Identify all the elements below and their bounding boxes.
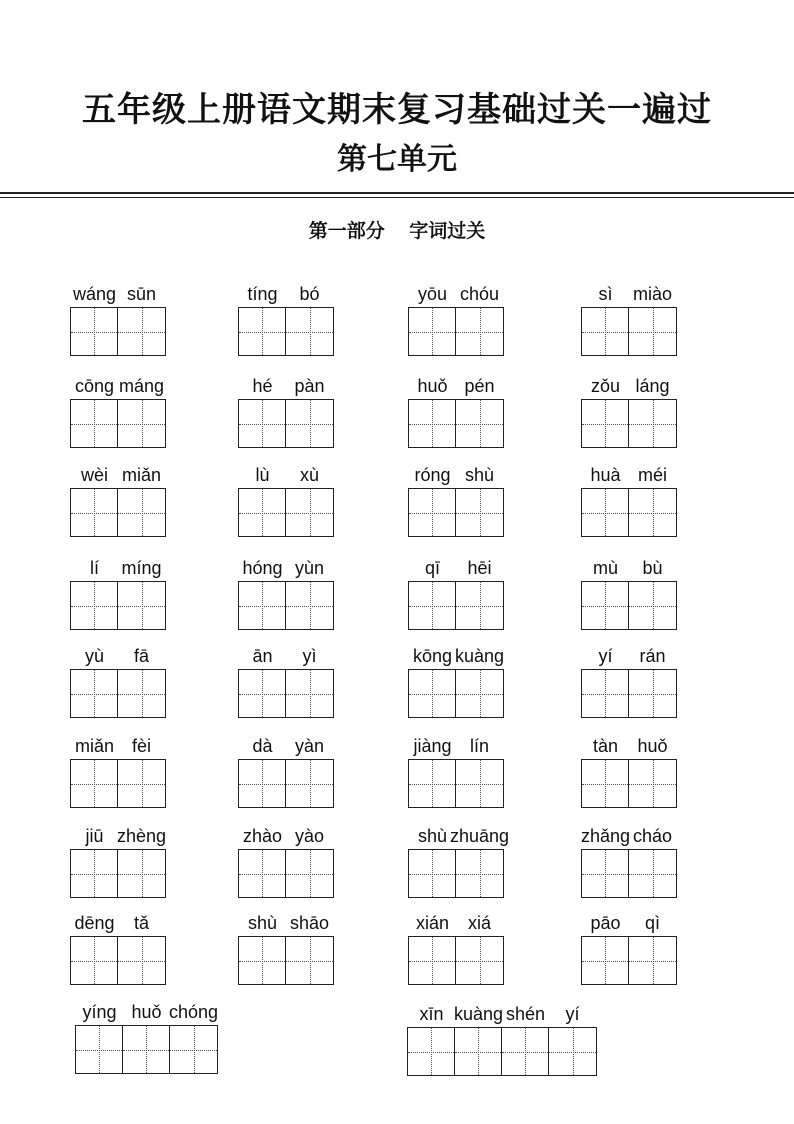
writing-grid — [70, 307, 166, 356]
pinyin-syllable: chóng — [168, 1002, 219, 1022]
pinyin-syllable: wáng — [72, 284, 117, 304]
word-item — [581, 646, 678, 719]
writing-grid — [581, 307, 677, 356]
writing-cell[interactable] — [629, 760, 676, 807]
word-item — [238, 913, 335, 986]
pinyin-syllable: zhǎng — [580, 826, 631, 846]
writing-cell[interactable] — [409, 670, 456, 717]
header-rule-bottom — [0, 197, 794, 198]
writing-cell[interactable] — [409, 308, 456, 355]
pinyin-syllable: méi — [637, 465, 668, 485]
writing-cell[interactable] — [502, 1028, 549, 1075]
pinyin-syllable: sūn — [126, 284, 157, 304]
writing-cell[interactable] — [118, 937, 165, 984]
pinyin-syllable: sì — [598, 284, 613, 304]
pinyin-syllable: yí — [565, 1004, 580, 1024]
writing-grid — [581, 669, 677, 718]
pinyin-syllable: rán — [639, 646, 666, 666]
writing-cell[interactable] — [123, 1026, 170, 1073]
writing-grid — [238, 849, 334, 898]
writing-grid — [408, 581, 504, 630]
word-item — [581, 826, 678, 899]
pinyin-syllable: bó — [299, 284, 320, 304]
writing-cell[interactable] — [408, 1028, 455, 1075]
writing-cell[interactable] — [118, 760, 165, 807]
word-item — [408, 913, 505, 986]
writing-cell[interactable] — [456, 937, 503, 984]
writing-cell[interactable] — [582, 850, 629, 897]
writing-grid — [407, 1027, 597, 1076]
writing-grid — [581, 399, 677, 448]
writing-cell[interactable] — [239, 489, 286, 536]
pinyin-syllable: yù — [84, 646, 105, 666]
writing-cell[interactable] — [286, 937, 333, 984]
word-item — [70, 646, 167, 719]
writing-cell[interactable] — [76, 1026, 123, 1073]
writing-cell[interactable] — [118, 400, 165, 447]
pinyin-syllable: yào — [294, 826, 325, 846]
pinyin-syllable: yíng — [82, 1002, 117, 1022]
pinyin-syllable: fèi — [131, 736, 152, 756]
writing-cell[interactable] — [582, 489, 629, 536]
writing-cell[interactable] — [629, 489, 676, 536]
writing-cell[interactable] — [286, 670, 333, 717]
writing-cell[interactable] — [456, 670, 503, 717]
writing-grid — [238, 669, 334, 718]
writing-cell[interactable] — [286, 760, 333, 807]
writing-cell[interactable] — [118, 850, 165, 897]
writing-cell[interactable] — [409, 400, 456, 447]
writing-grid — [70, 936, 166, 985]
pinyin-syllable: cōng — [74, 376, 115, 396]
writing-grid — [238, 936, 334, 985]
pinyin-syllable: zǒu — [590, 376, 621, 396]
pinyin-syllable: miào — [632, 284, 673, 304]
pinyin-syllable: huà — [590, 465, 621, 485]
writing-cell[interactable] — [118, 489, 165, 536]
writing-grid — [408, 307, 504, 356]
pinyin-syllable: dēng — [74, 913, 115, 933]
word-item — [238, 376, 335, 449]
section-title: 第一部分 字词过关 — [308, 220, 486, 242]
header-rule-top — [0, 192, 794, 194]
writing-cell[interactable] — [71, 670, 118, 717]
pinyin-syllable: kuàng — [453, 1004, 504, 1024]
writing-cell[interactable] — [239, 670, 286, 717]
writing-cell[interactable] — [71, 760, 118, 807]
pinyin-syllable: fā — [133, 646, 150, 666]
pinyin-syllable: miǎn — [121, 465, 162, 485]
pinyin-syllable: bù — [642, 558, 663, 578]
writing-grid — [70, 399, 166, 448]
writing-grid — [581, 488, 677, 537]
pinyin-syllable: huǒ — [637, 736, 668, 756]
writing-cell[interactable] — [118, 308, 165, 355]
word-item — [238, 284, 335, 357]
pinyin-syllable: hé — [252, 376, 273, 396]
writing-cell[interactable] — [582, 400, 629, 447]
word-item — [70, 284, 167, 357]
word-item — [407, 1004, 598, 1077]
writing-grid — [581, 936, 677, 985]
writing-cell[interactable] — [582, 308, 629, 355]
writing-cell[interactable] — [239, 850, 286, 897]
writing-cell[interactable] — [582, 670, 629, 717]
pinyin-syllable: shù — [464, 465, 495, 485]
writing-cell[interactable] — [456, 850, 503, 897]
writing-grid — [581, 759, 677, 808]
pinyin-syllable: pāo — [590, 913, 621, 933]
pinyin-syllable: wèi — [80, 465, 109, 485]
word-item — [581, 558, 678, 631]
writing-cell[interactable] — [629, 308, 676, 355]
word-item — [408, 284, 505, 357]
word-item — [408, 646, 505, 719]
writing-grid — [408, 399, 504, 448]
word-item — [238, 465, 335, 538]
writing-cell[interactable] — [409, 582, 456, 629]
pinyin-syllable: huǒ — [131, 1002, 162, 1022]
writing-grid — [238, 399, 334, 448]
writing-cell[interactable] — [71, 308, 118, 355]
pinyin-syllable: jiàng — [413, 736, 452, 756]
pinyin-syllable: tǎ — [133, 913, 150, 933]
writing-grid — [70, 669, 166, 718]
writing-grid — [408, 849, 504, 898]
word-item — [238, 736, 335, 809]
writing-grid — [238, 488, 334, 537]
pinyin-syllable: láng — [635, 376, 670, 396]
word-item — [581, 465, 678, 538]
word-item — [238, 826, 335, 899]
writing-cell[interactable] — [239, 760, 286, 807]
writing-cell[interactable] — [239, 582, 286, 629]
pinyin-syllable: kuàng — [454, 646, 505, 666]
pinyin-syllable: zhuāng — [449, 826, 510, 846]
pinyin-syllable: róng — [414, 465, 451, 485]
writing-grid — [70, 759, 166, 808]
word-item — [408, 558, 505, 631]
writing-grid — [238, 581, 334, 630]
writing-cell[interactable] — [582, 582, 629, 629]
writing-grid — [581, 849, 677, 898]
writing-cell[interactable] — [71, 582, 118, 629]
pinyin-syllable: qī — [424, 558, 441, 578]
pinyin-syllable: lí — [90, 558, 99, 578]
pinyin-syllable: mù — [592, 558, 619, 578]
writing-cell[interactable] — [549, 1028, 596, 1075]
pinyin-syllable: kōng — [412, 646, 453, 666]
pinyin-syllable: jiū — [85, 826, 104, 846]
pinyin-syllable: miǎn — [74, 736, 115, 756]
pinyin-syllable: shén — [505, 1004, 546, 1024]
pinyin-syllable: zhèng — [116, 826, 167, 846]
pinyin-syllable: qì — [644, 913, 661, 933]
word-item — [70, 465, 167, 538]
writing-cell[interactable] — [286, 400, 333, 447]
unit-subtitle: 第七单元 — [337, 142, 457, 177]
pinyin-syllable: míng — [121, 558, 162, 578]
writing-grid — [238, 759, 334, 808]
word-item — [581, 736, 678, 809]
writing-cell[interactable] — [71, 850, 118, 897]
writing-cell[interactable] — [170, 1026, 217, 1073]
writing-cell[interactable] — [239, 400, 286, 447]
word-item — [238, 558, 335, 631]
word-item — [408, 376, 505, 449]
pinyin-syllable: pén — [464, 376, 495, 396]
writing-cell[interactable] — [239, 937, 286, 984]
writing-cell[interactable] — [629, 670, 676, 717]
writing-cell[interactable] — [455, 1028, 502, 1075]
writing-cell[interactable] — [456, 400, 503, 447]
pinyin-syllable: shù — [417, 826, 448, 846]
word-item — [75, 1002, 219, 1075]
pinyin-syllable: shāo — [289, 913, 330, 933]
writing-cell[interactable] — [629, 937, 676, 984]
writing-grid — [408, 936, 504, 985]
pinyin-syllable: yì — [302, 646, 317, 666]
writing-grid — [408, 488, 504, 537]
writing-grid — [75, 1025, 218, 1074]
pinyin-syllable: xù — [299, 465, 320, 485]
word-item — [70, 558, 167, 631]
pinyin-syllable: shù — [247, 913, 278, 933]
pinyin-syllable: zhào — [242, 826, 283, 846]
pinyin-syllable: cháo — [632, 826, 673, 846]
pinyin-syllable: yàn — [294, 736, 325, 756]
writing-cell[interactable] — [286, 489, 333, 536]
writing-cell[interactable] — [456, 582, 503, 629]
writing-cell[interactable] — [286, 582, 333, 629]
writing-cell[interactable] — [582, 937, 629, 984]
pinyin-syllable: chóu — [459, 284, 500, 304]
writing-cell[interactable] — [409, 937, 456, 984]
pinyin-syllable: tàn — [592, 736, 619, 756]
writing-cell[interactable] — [71, 489, 118, 536]
word-item — [581, 913, 678, 986]
pinyin-syllable: dà — [252, 736, 273, 756]
writing-cell[interactable] — [239, 308, 286, 355]
writing-grid — [238, 307, 334, 356]
writing-cell[interactable] — [286, 850, 333, 897]
word-item — [581, 376, 678, 449]
pinyin-syllable: yí — [598, 646, 613, 666]
pinyin-syllable: lín — [469, 736, 490, 756]
pinyin-syllable: hóng — [242, 558, 283, 578]
word-item — [70, 826, 167, 899]
pinyin-syllable: pàn — [294, 376, 325, 396]
pinyin-syllable: lù — [255, 465, 270, 485]
word-item — [70, 376, 167, 449]
writing-grid — [70, 581, 166, 630]
writing-grid — [408, 669, 504, 718]
word-item — [408, 736, 505, 809]
writing-grid — [408, 759, 504, 808]
writing-cell[interactable] — [409, 489, 456, 536]
pinyin-syllable: huǒ — [417, 376, 448, 396]
pinyin-syllable: yùn — [294, 558, 325, 578]
writing-cell[interactable] — [582, 760, 629, 807]
pinyin-syllable: hēi — [467, 558, 492, 578]
writing-cell[interactable] — [629, 850, 676, 897]
writing-grid — [70, 488, 166, 537]
pinyin-syllable: tíng — [247, 284, 278, 304]
writing-cell[interactable] — [629, 400, 676, 447]
writing-cell[interactable] — [286, 308, 333, 355]
pinyin-syllable: ān — [252, 646, 273, 666]
writing-grid — [70, 849, 166, 898]
word-item — [238, 646, 335, 719]
word-item — [581, 284, 678, 357]
writing-cell[interactable] — [456, 489, 503, 536]
word-item — [70, 913, 167, 986]
page-title: 五年级上册语文期末复习基础过关一遍过 — [82, 90, 712, 130]
pinyin-syllable: xián — [415, 913, 450, 933]
pinyin-syllable: xīn — [419, 1004, 444, 1024]
writing-cell[interactable] — [456, 760, 503, 807]
writing-cell[interactable] — [629, 582, 676, 629]
writing-cell[interactable] — [409, 850, 456, 897]
writing-cell[interactable] — [71, 937, 118, 984]
word-item — [408, 465, 505, 538]
pinyin-syllable: xiá — [467, 913, 492, 933]
writing-cell[interactable] — [456, 308, 503, 355]
word-item — [408, 826, 510, 899]
writing-cell[interactable] — [71, 400, 118, 447]
writing-cell[interactable] — [409, 760, 456, 807]
writing-cell[interactable] — [118, 582, 165, 629]
word-item — [70, 736, 167, 809]
pinyin-syllable: máng — [118, 376, 165, 396]
writing-cell[interactable] — [118, 670, 165, 717]
pinyin-syllable: yōu — [417, 284, 448, 304]
writing-grid — [581, 581, 677, 630]
